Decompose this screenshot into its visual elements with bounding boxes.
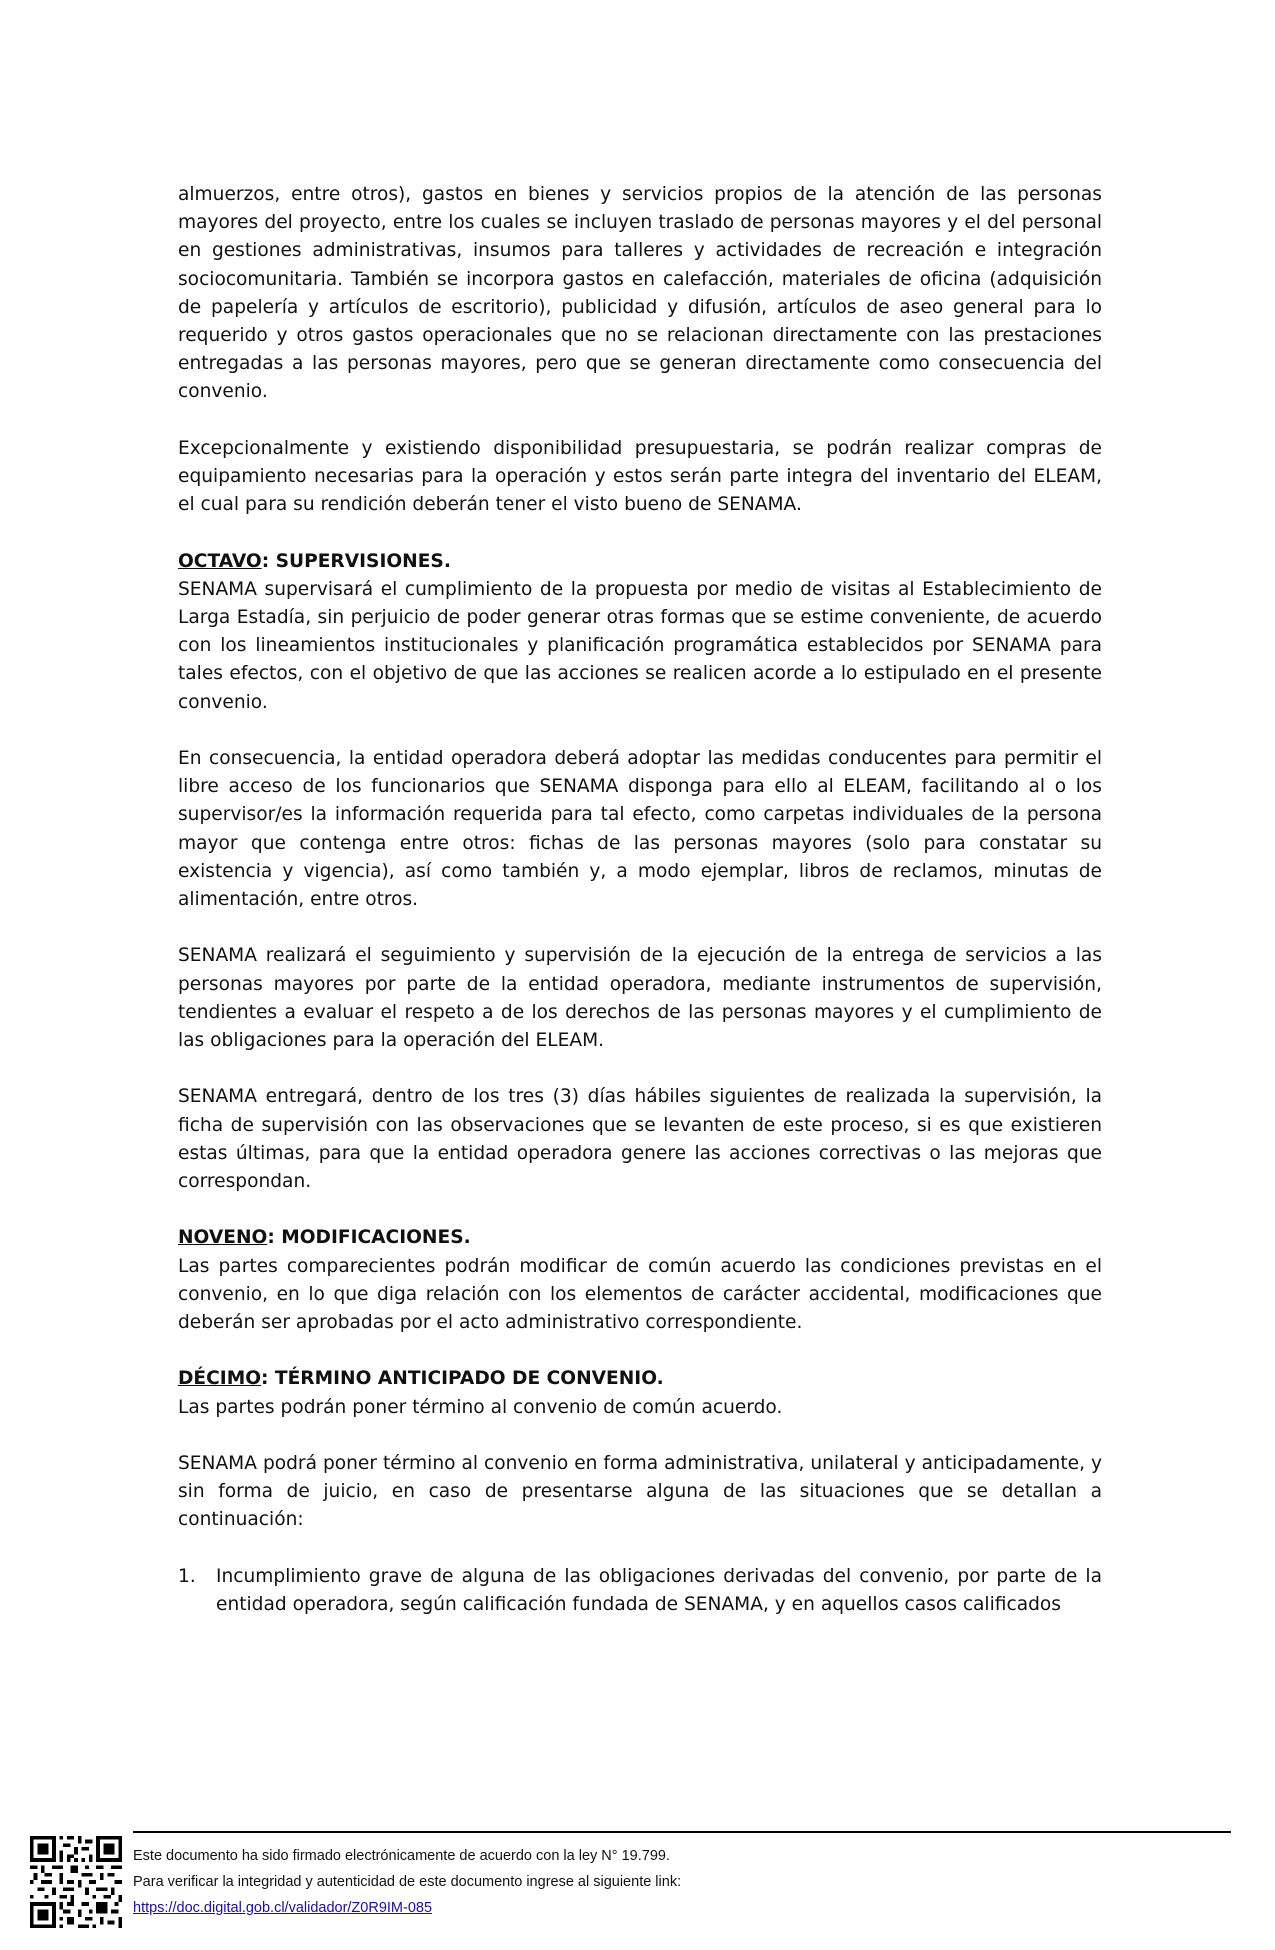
footer-signature-notice: Este documento ha sido firmado electrónicamente de acuerdo con la ley N° 19.799.: [133, 1848, 670, 1864]
list-item: [178, 1563, 1102, 1619]
qr-code-icon: [30, 1836, 122, 1928]
section-title-decimo: : TÉRMINO ANTICIPADO DE CONVENIO.: [261, 1368, 664, 1390]
paragraph-decimo-2: SENAMA podrá poner término al convenio en forma administrativa, unilateral y anticipadamente, y sin forma de juicio, en caso de presentarse alguna de las situaciones que se detallan a continuación:: [178, 1453, 1102, 1531]
paragraph-octavo-3: SENAMA realizará el seguimiento y supervisión de la ejecución de la entrega de servicios a las personas mayores por parte de la entidad operadora, mediante instrumentos de supervisión, tendientes a evaluar el respeto a de los derechos de las personas mayores y el cumplimiento de las obligaciones para la operación del ELEAM.: [178, 945, 1102, 1052]
list-item-number: 1.: [178, 1565, 196, 1587]
causales-list: [178, 1563, 1102, 1619]
paragraph-octavo-4: SENAMA entregará, dentro de los tres (3) días hábiles siguientes de realizada la supervisión, la ficha de supervisión con las observaciones que se levanten de este proceso, si es que existieren estas últimas, para que la entidad operadora genere las acciones correctivas o las mejoras que correspondan.: [178, 1086, 1102, 1193]
paragraph-gastos: almuerzos, entre otros), gastos en bienes y servicios propios de la atención de las personas mayores del proyecto, entre los cuales se incluyen traslado de personas mayores y el del personal en gestiones administrativas, insumos para talleres y actividades de recreación e integración sociocomunitaria. También se incorpora gastos en calefacción, materiales de oficina (adquisición de papelería y artículos de escritorio), publicidad y difusión, artículos de aseo general para lo requerido y otros gastos operacionales que no se relacionan directamente con las prestaciones entregadas a las personas mayores, pero que se generan directamente como consecuencia del convenio.: [178, 184, 1102, 403]
validator-link[interactable]: https://doc.digital.gob.cl/validador/Z0R9IM-085: [133, 1900, 433, 1916]
footer-divider: [133, 1831, 1231, 1833]
paragraph-equipamiento: Excepcionalmente y existiendo disponibilidad presupuestaria, se podrán realizar compras de equipamiento necesarias para la operación y estos serán parte integra del inventario del ELEAM, el cual para su rendición deberán tener el visto bueno de SENAMA.: [178, 437, 1102, 516]
footer-verification-notice: Para verificar la integridad y autenticidad de este documento ingrese al siguiente link:: [133, 1874, 682, 1890]
document-body: [178, 181, 1102, 1619]
paragraph-octavo-1: SENAMA supervisará el cumplimiento de la propuesta por medio de visitas al Establecimiento de Larga Estadía, sin perjuicio de poder generar otras formas que se estime conveniente, de acuerdo con los lineamientos institucionales y planificación programática establecidos por SENAMA para tales efectos, con el objetivo de que las acciones se realicen acorde a lo estipulado en el presente convenio.: [178, 578, 1102, 713]
section-decimo: [178, 1365, 1102, 1421]
section-heading-decimo: [178, 1365, 1102, 1393]
paragraph-octavo-2: En consecuencia, la entidad operadora deberá adoptar las medidas conducentes para permitir el libre acceso de los funcionarios que SENAMA disponga para ello al ELEAM, facilitando al o los supervisor/es la información requerida para tal efecto, como carpetas individuales de la persona mayor que contenga entre otros: fichas de las personas mayores (solo para constatar su existencia y vigencia), así como también y, a modo ejemplar, libros de reclamos, minutas de alimentación, entre otros.: [178, 748, 1102, 911]
section-heading-noveno: [178, 1224, 1102, 1252]
section-heading-octavo: [178, 548, 1102, 576]
section-label-noveno: NOVENO: [178, 1227, 268, 1249]
section-title-octavo: : SUPERVISIONES.: [261, 550, 451, 572]
section-octavo: [178, 548, 1102, 717]
section-title-noveno: : MODIFICACIONES.: [267, 1227, 471, 1249]
section-noveno: [178, 1224, 1102, 1337]
list-item-text: Incumplimiento grave de alguna de las obligaciones derivadas del convenio, por parte de la entidad operadora, según calificación fundada de SENAMA, y en aquellos casos calificados: [216, 1565, 1102, 1616]
paragraph-decimo-1: Las partes podrán poner término al convenio de común acuerdo.: [178, 1396, 783, 1418]
section-label-octavo: OCTAVO: [178, 550, 262, 572]
signature-footer: [133, 1843, 1133, 1921]
paragraph-noveno-1: Las partes comparecientes podrán modificar de común acuerdo las condiciones previstas en el convenio, en lo que diga relación con los elementos de carácter accidental, modificaciones que deberán ser aprobadas por el acto administrativo correspondiente.: [178, 1255, 1102, 1334]
section-label-decimo: DÉCIMO: [178, 1368, 262, 1390]
